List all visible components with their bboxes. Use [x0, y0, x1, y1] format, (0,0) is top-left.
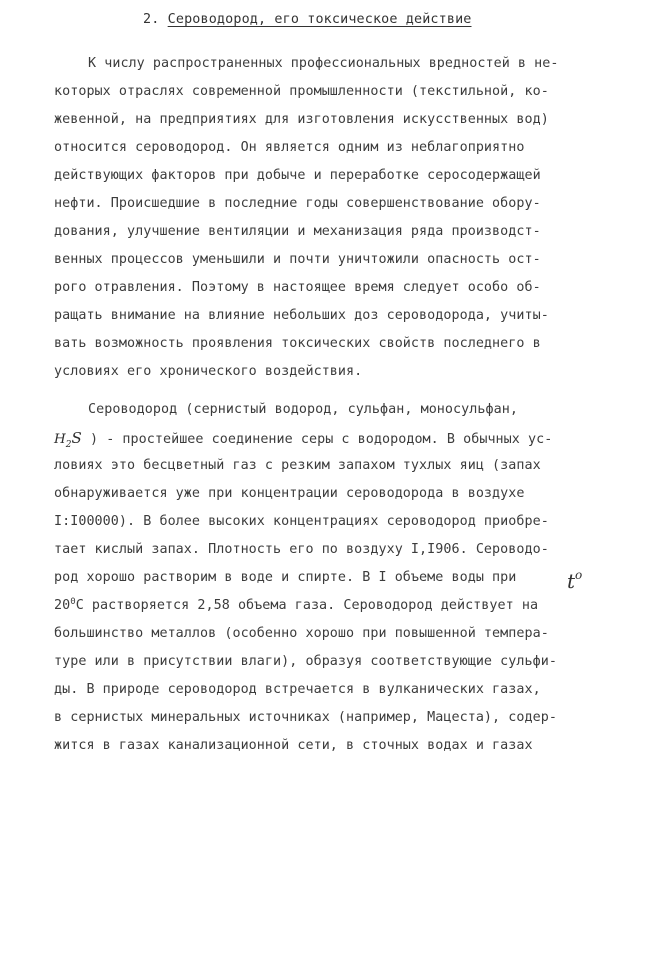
- formula-s: S: [71, 429, 82, 447]
- formula-h: H: [54, 432, 66, 447]
- text-line: род хорошо растворим в воде и спирте. В I объеме воды при: [54, 570, 517, 585]
- text-line: Сероводород (сернистый водород, сульфан, моносульфан,: [88, 402, 518, 417]
- text-line: вать возможность проявления токсических свойств последнего в: [54, 336, 541, 351]
- text-line: в сернистых минеральных источниках (например, Мацеста), содер-: [54, 710, 557, 725]
- text-line: I:I00000). В более высоких концентрациях сероводород приобре-: [54, 514, 549, 529]
- text-line: жится в газах канализационной сети, в сточных водах и газах: [54, 738, 533, 753]
- text-line: нефти. Происшедшие в последние годы совершенствование обору-: [54, 196, 541, 211]
- temperature-line: [54, 596, 538, 617]
- text-line: венных процессов уменьшили и почти уничтожили опасность ост-: [54, 252, 541, 267]
- text-line: обнаруживается уже при концентрации сероводорода в воздухе: [54, 486, 525, 501]
- text-line: большинство металлов (особенно хорошо при повышенной темпера-: [54, 626, 549, 641]
- handwritten-temperature-note: [567, 569, 582, 593]
- text-line: тает кислый запах. Плотность его по воздуху I,I906. Сероводо-: [54, 542, 549, 557]
- temp-degree: 0: [70, 597, 76, 607]
- formula-subscript: 2: [65, 440, 72, 450]
- text-line: жевенной, на предприятиях для изготовления искусственных вод): [54, 112, 549, 127]
- section-heading: [143, 12, 472, 27]
- temp-rest: С растворяется 2,58 объема газа. Сероводород действует на: [75, 598, 539, 613]
- text-line: дования, улучшение вентиляции и механизация ряда производст-: [54, 224, 541, 239]
- text-line: рого отравления. Поэтому в настоящее время следует особо об-: [54, 280, 541, 295]
- formula-line: [54, 428, 552, 451]
- text-line: которых отраслях современной промышленности (текстильной, ко-: [54, 84, 549, 99]
- text-line: ловиях это бесцветный газ с резким запахом тухлых яиц (запах: [54, 458, 541, 473]
- text-line: ращать внимание на влияние небольших доз сероводорода, учиты-: [54, 308, 549, 323]
- note-degree: o: [575, 568, 583, 582]
- text-line: действующих факторов при добыче и переработке серосодержащей: [54, 168, 541, 183]
- text-line: ды. В природе сероводород встречается в вулканических газах,: [54, 682, 541, 697]
- text-line: К числу распространенных профессиональных вредностей в не-: [88, 56, 559, 71]
- temp-value: 20: [54, 598, 71, 613]
- text-line: условиях его хронического воздействия.: [54, 364, 363, 379]
- text-line: относится сероводород. Он является одним из неблагоприятно: [54, 140, 525, 155]
- section-number: 2.: [143, 12, 160, 27]
- text-line: туре или в присутствии влаги), образуя соответствующие сульфи-: [54, 654, 557, 669]
- section-title: Сероводород, его токсическое действие: [167, 12, 472, 27]
- formula-rest: ) - простейшее соединение серы с водородом. В обычных ус-: [89, 432, 553, 447]
- note-t: t: [567, 569, 576, 593]
